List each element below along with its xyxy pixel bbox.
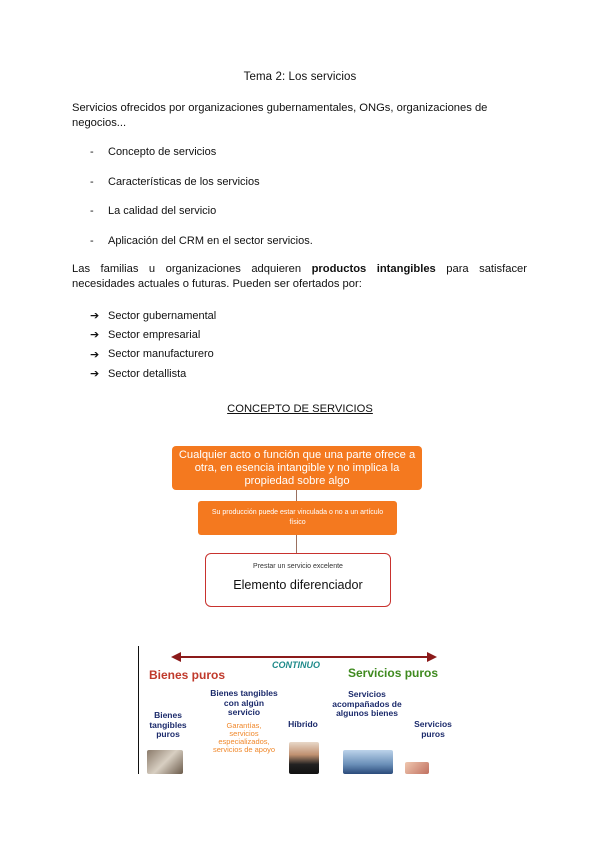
column-hybrid: Híbrido	[288, 719, 318, 729]
list-item	[90, 235, 313, 265]
list-item	[90, 306, 216, 325]
arrow-icon: ➔	[90, 348, 100, 361]
column-goods-with-service: Bienes tangibles con algún servicio	[210, 688, 278, 717]
topic-list	[90, 146, 313, 264]
dash-bullet: -	[90, 146, 94, 158]
sector-label: Sector detallista	[108, 367, 187, 380]
list-item	[90, 205, 313, 235]
airplane-photo	[343, 750, 393, 774]
list-item	[90, 345, 216, 364]
dash-bullet: -	[90, 175, 94, 188]
sector-label: Sector gubernamental	[108, 309, 217, 322]
connector-line	[296, 490, 297, 501]
hybrid-photo	[289, 742, 319, 774]
sector-list	[90, 306, 216, 383]
dash-bullet: -	[90, 205, 94, 217]
excellence-label: Prestar un servicio excelente	[253, 563, 343, 570]
list-item	[90, 325, 216, 344]
list-item	[90, 146, 313, 176]
sector-label: Sector empresarial	[108, 328, 201, 341]
column-pure-goods: Bienes tangibles puros	[149, 710, 187, 739]
continuum-label: CONTINUO	[272, 660, 320, 670]
paragraph-text: para satisfacer necesidades actuales o futuras. Pueden ser ofertados por:	[72, 263, 527, 290]
arrow-icon: ➔	[90, 310, 100, 323]
differentiator-label: Elemento diferenciador	[233, 578, 363, 592]
page-title: Tema 2: Los servicios	[243, 71, 357, 83]
dash-bullet: -	[90, 234, 94, 247]
pure-services-label: Servicios puros	[348, 666, 439, 680]
column-pure-services: Servicios puros	[414, 719, 452, 739]
sector-label: Sector manufacturero	[108, 348, 214, 361]
paragraph-text: Las familias u organizaciones adquieren	[72, 263, 312, 275]
pure-goods-photo	[147, 750, 183, 774]
pure-services-photo	[405, 762, 429, 774]
list-item	[90, 176, 313, 206]
topic-label: La calidad del servicio	[108, 205, 217, 217]
definition-box: Cualquier acto o función que una parte ofrece a otra, en esencia intangible y no implica la propiedad sobre algo	[172, 446, 422, 490]
topic-label: Características de los servicios	[108, 175, 260, 188]
connector-line	[296, 535, 297, 553]
production-box: Su producción puede estar vinculada o no a un artículo físico	[198, 501, 397, 535]
continuum-figure	[138, 646, 461, 774]
paragraph-bold-text: productos intangibles	[311, 263, 436, 275]
topic-label: Aplicación del CRM en el sector servicios.	[108, 234, 313, 247]
families-paragraph	[72, 262, 527, 292]
section-heading: CONCEPTO DE SERVICIOS	[227, 403, 373, 415]
pure-goods-label: Bienes puros	[149, 668, 226, 682]
column-goods-with-service-examples: Garantías, servicios especializados, servicios de apoyo	[212, 721, 276, 754]
arrow-icon: ➔	[90, 329, 100, 342]
column-services-with-goods: Servicios acompañados de algunos bienes	[332, 689, 402, 718]
intro-text: Servicios ofrecidos por organizaciones gubernamentales, ONGs, organizaciones de negocios...	[72, 102, 488, 129]
excellence-box	[205, 553, 391, 607]
list-item	[90, 364, 216, 383]
arrow-icon: ➔	[90, 368, 100, 381]
topic-label: Concepto de servicios	[108, 146, 217, 158]
